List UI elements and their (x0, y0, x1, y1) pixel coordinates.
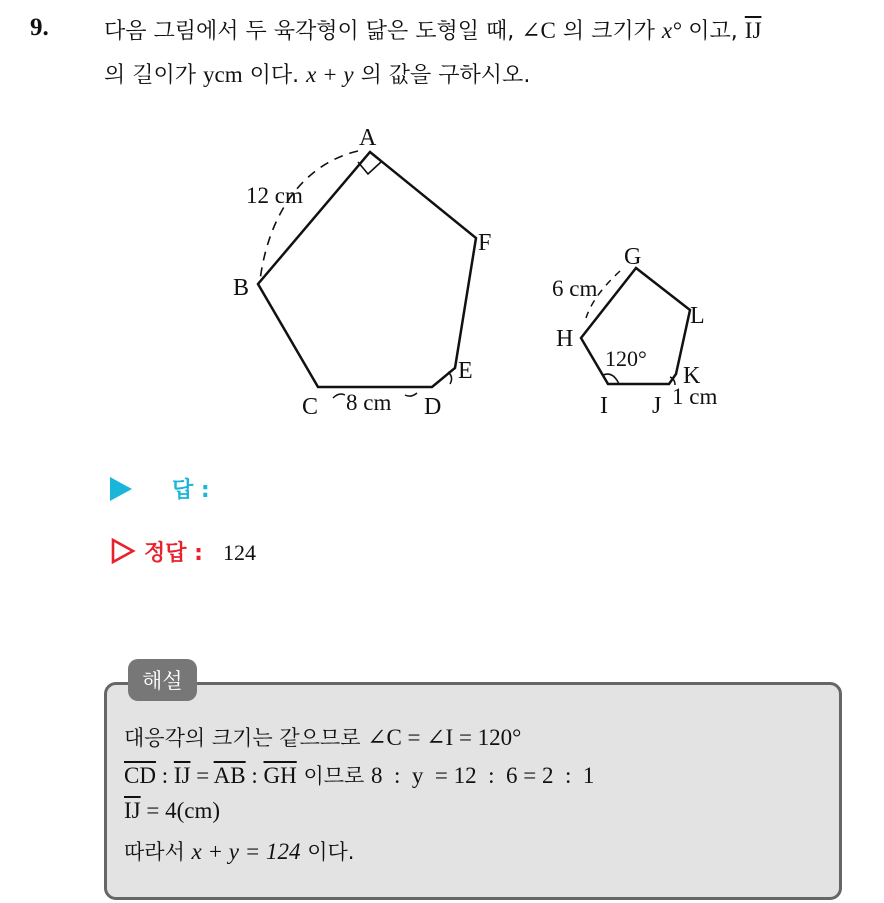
vertex-label-k: K (683, 363, 701, 389)
play-arrow-icon (110, 477, 132, 501)
length-label-cd: 8 cm (346, 390, 392, 415)
solution-text: 이므로 (303, 764, 365, 788)
length-label-gh: 6 cm (552, 276, 598, 301)
vertex-label-b: B (233, 275, 250, 301)
hexagon-figure (0, 110, 884, 430)
outline-arrow-icon (110, 538, 136, 564)
vertex-label-h: H (556, 326, 574, 352)
segment-cd: $\overline{CD}$ (124, 763, 156, 788)
question-number: 9. (30, 14, 49, 41)
solution-math: = 4(cm) (140, 798, 221, 823)
correct-answer-label: 정답 : (144, 541, 203, 566)
vertex-label-l: L (690, 303, 705, 329)
question-text: 다음 그림에서 두 육각형이 닮은 도형일 때, (104, 19, 515, 44)
equals: = (190, 763, 214, 788)
segment-ij: $\overline{IJ}$ (744, 18, 762, 43)
correct-answer-row (110, 536, 256, 567)
ycm-variable: ycm (203, 62, 243, 87)
correct-answer-value: 124 (222, 540, 256, 565)
dashed-arc-ab (260, 151, 358, 280)
dashed-arc-cd (333, 394, 345, 398)
vertex-label-e: E (458, 358, 473, 384)
vertex-label-d: D (424, 394, 442, 420)
length-label-ab: 12 cm (246, 183, 303, 208)
expression-x-plus-y: x + y (306, 62, 354, 87)
segment-gh: $\overline{GH}$ (263, 763, 297, 788)
vertex-label-g: G (624, 244, 642, 270)
angle-c-symbol: ∠C (521, 18, 556, 43)
question-text: 이다. (249, 63, 300, 88)
solution-text: 이다. (307, 840, 355, 864)
solution-math: x + y = 124 (191, 839, 301, 864)
x-degree: x° (661, 18, 682, 43)
question-text: 의 길이가 (104, 63, 197, 88)
angle-label-i: 120° (605, 346, 647, 371)
colon: : (245, 763, 264, 788)
answer-row (110, 473, 222, 504)
solution-line-4 (124, 836, 354, 866)
vertex-label-j: J (652, 393, 662, 419)
solution-math: ∠C = ∠I = 120° (367, 725, 522, 750)
segment-ij: $\overline{IJ}$ (173, 763, 191, 788)
segment-ij: $\overline{IJ}$ (124, 798, 141, 823)
solution-math: 8 : y = 12 : 6 = 2 : 1 (370, 763, 595, 788)
solution-text: 따라서 (124, 840, 185, 864)
question-text: 의 값을 구하시오. (360, 63, 531, 88)
question-line-1 (104, 14, 761, 45)
segment-ab: $\overline{AB}$ (213, 763, 246, 788)
dashed-arc-cd (405, 393, 417, 396)
solution-line-2 (124, 760, 594, 790)
vertex-label-a: A (359, 125, 377, 151)
vertex-label-i: I (600, 393, 608, 419)
solution-line-3 (124, 798, 220, 824)
question-text: 이고, (688, 19, 738, 44)
question-text: 의 크기가 (562, 19, 655, 44)
solution-tag: 해설 (128, 659, 197, 701)
answer-label: 답 : (172, 478, 210, 503)
vertex-label-f: F (478, 230, 492, 256)
vertex-label-c: C (302, 394, 319, 420)
solution-box (104, 682, 842, 900)
solution-line-1 (124, 722, 521, 752)
length-label-jk: 1 cm (672, 384, 718, 409)
colon: : (155, 763, 174, 788)
question-line-2 (104, 58, 530, 89)
solution-text: 대응각의 크기는 같으므로 (124, 726, 361, 750)
